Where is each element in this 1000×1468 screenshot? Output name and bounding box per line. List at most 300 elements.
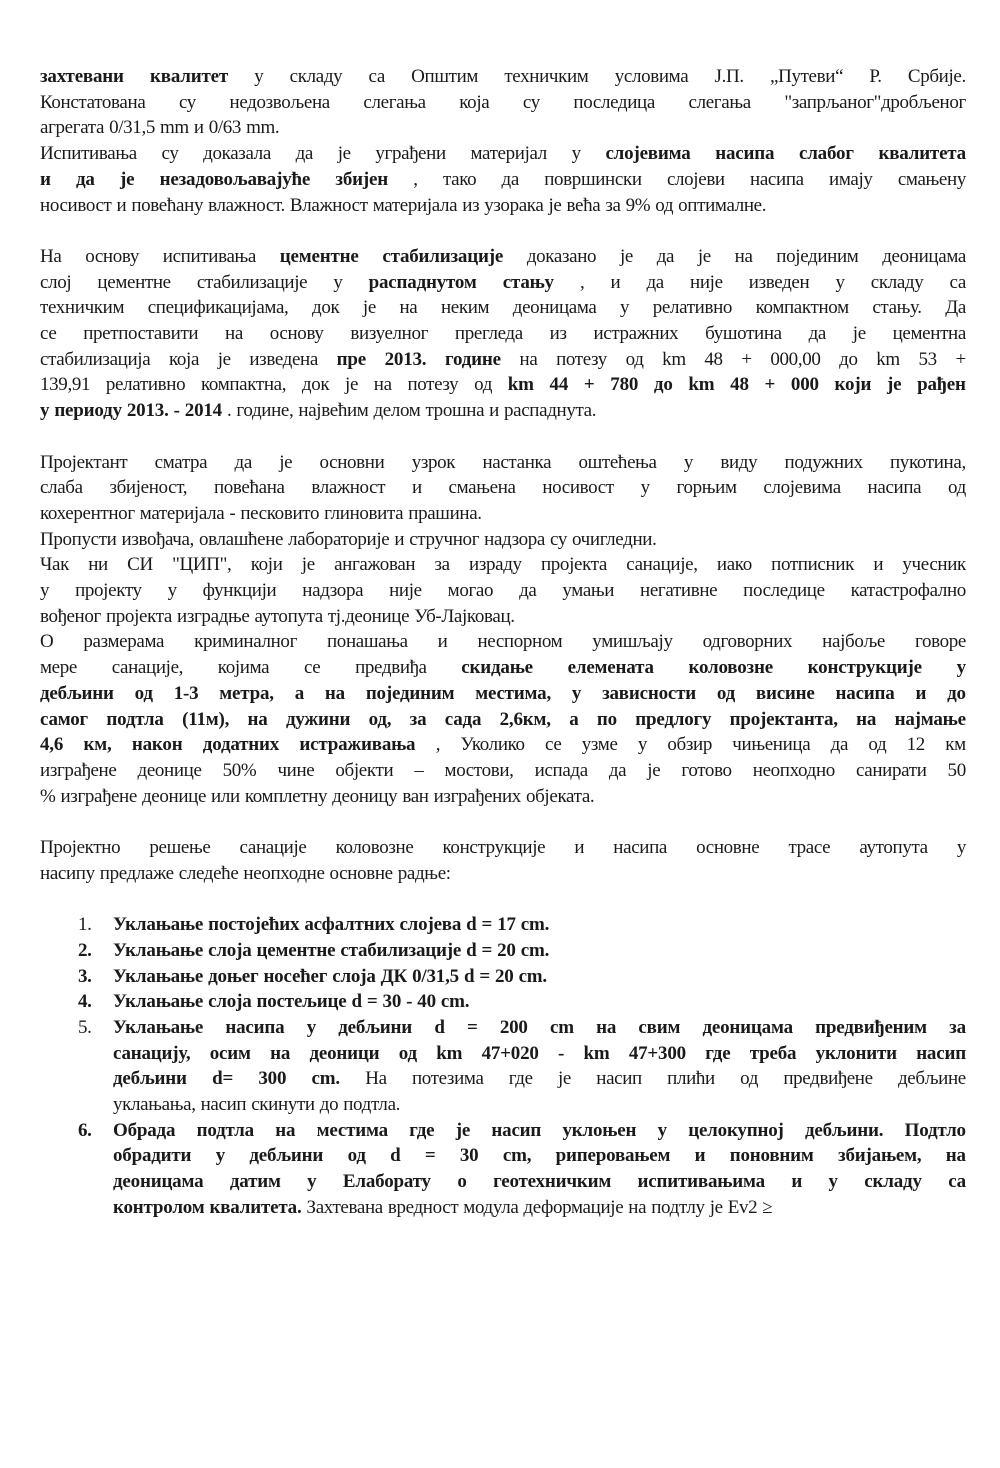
word: најбоље	[822, 631, 886, 653]
paragraph-p4	[40, 835, 966, 886]
word: и	[394, 528, 405, 550]
bold-word: свим	[638, 1016, 681, 1038]
bold-word: након	[131, 734, 183, 756]
bold-word: подтла	[106, 708, 164, 730]
word: су	[550, 528, 568, 550]
word: пукотина,	[889, 451, 966, 473]
bold-word: Обрада	[113, 1119, 176, 1141]
word: до	[319, 1094, 339, 1116]
bold-word: истраживања	[299, 734, 416, 756]
bold-word: најмање	[894, 708, 966, 730]
bold-word: збијањем,	[838, 1145, 922, 1167]
bold-word: који	[834, 374, 872, 396]
word: није	[690, 271, 723, 293]
word: са	[949, 271, 966, 293]
bold-word: km	[583, 1042, 610, 1064]
word: трошна	[425, 400, 485, 422]
word: прегледа	[454, 323, 523, 345]
bold-word: у	[657, 1119, 667, 1141]
word: у	[683, 451, 694, 473]
word: модула	[463, 1196, 519, 1218]
word: комплетну	[244, 785, 328, 807]
bold-word: од,	[368, 708, 392, 730]
bold-word: Елаборату	[342, 1171, 431, 1193]
word: насипа	[613, 837, 668, 859]
word: ангажован	[334, 554, 416, 576]
bold-word: на	[270, 1042, 291, 1064]
word: стању.	[872, 297, 922, 319]
bold-word: да	[76, 168, 95, 190]
bold-word: метра,	[219, 682, 274, 704]
word: којима	[217, 657, 270, 679]
word: Ev2	[727, 1196, 758, 1218]
text-line	[113, 1169, 966, 1195]
word: године,	[236, 400, 294, 422]
list-item	[40, 964, 966, 990]
word: очигледни.	[572, 528, 657, 550]
word: Чак	[40, 554, 69, 576]
word: уграђени	[375, 143, 446, 165]
bold-word: слоја	[208, 991, 252, 1013]
bold-word: 2014	[184, 400, 222, 422]
bold-word: на	[856, 708, 877, 730]
bold-word: дебљини	[338, 1016, 413, 1038]
bold-word: +	[764, 374, 776, 396]
word: су	[161, 143, 179, 165]
bold-word: 1-3	[173, 682, 199, 704]
bold-word: висине	[755, 682, 815, 704]
word: 50	[947, 759, 966, 781]
bold-word: деоницама	[113, 1171, 204, 1193]
bold-word: санацију,	[113, 1042, 191, 1064]
word: и	[437, 631, 448, 653]
text-line	[113, 1015, 966, 1041]
paragraph-p1	[40, 64, 966, 218]
word: недозвољена	[229, 91, 330, 113]
bold-word: Уклањање	[113, 939, 204, 961]
bold-word: појединим	[365, 682, 455, 704]
text-line	[113, 1118, 966, 1144]
word: на	[519, 348, 538, 370]
word: у	[620, 297, 630, 319]
word: од	[740, 1068, 759, 1090]
text-line	[113, 938, 966, 964]
paragraph-p2	[40, 244, 966, 424]
word: .	[226, 400, 232, 422]
bold-word: у	[40, 400, 50, 422]
document-body	[40, 64, 966, 886]
bold-word: Подтло	[904, 1119, 966, 1141]
text-line	[40, 681, 966, 707]
word: са	[368, 66, 385, 87]
word: мере	[40, 657, 77, 679]
word: ван	[402, 785, 429, 807]
word: је	[709, 1196, 723, 1218]
word: говоре	[915, 631, 966, 653]
word: умишљају	[592, 631, 673, 653]
bold-word: у	[956, 657, 966, 679]
bold-word: са	[948, 1171, 966, 1193]
text-line	[113, 964, 966, 990]
word: и	[574, 837, 585, 859]
bold-word: уклоњен	[562, 1119, 637, 1141]
bold-word: а	[294, 682, 305, 704]
bold-word: на	[275, 1119, 296, 1141]
word: последица	[573, 91, 655, 113]
bold-word: насип	[916, 1042, 966, 1064]
bold-word: квалитет	[150, 66, 229, 87]
word: материјал	[470, 143, 547, 165]
word: ни	[88, 554, 108, 576]
bold-word: осим	[209, 1042, 251, 1064]
word: од	[948, 477, 966, 499]
word: настанка	[482, 451, 552, 473]
word: предвиђа	[355, 657, 427, 679]
word: песковито	[240, 502, 320, 524]
text-line	[40, 270, 966, 296]
bold-word: асфалтних	[304, 914, 395, 936]
bold-word: -	[173, 400, 180, 422]
word: пројекту	[75, 580, 142, 602]
word: аутопута	[254, 605, 323, 627]
word: На	[40, 245, 62, 267]
word: условима	[614, 66, 689, 87]
list-item	[40, 989, 966, 1015]
bold-word: квалитета	[878, 143, 966, 165]
bold-word: на	[324, 682, 345, 704]
bold-word: додатних	[202, 734, 280, 756]
word: није	[389, 580, 422, 602]
word: испада	[534, 759, 588, 781]
bold-word: d	[434, 1016, 445, 1038]
word: ,	[413, 168, 418, 190]
bold-word: -	[558, 1042, 565, 1064]
word: решење	[149, 837, 211, 859]
word: у	[167, 580, 177, 602]
word: 139,91	[40, 374, 91, 396]
text-line	[40, 835, 966, 861]
word: оштећења	[578, 451, 657, 473]
bold-word: године	[445, 348, 501, 370]
bold-word: обрадити	[113, 1145, 192, 1167]
word: и	[193, 117, 204, 139]
bold-word: и	[915, 682, 927, 704]
word: размерама	[83, 631, 165, 653]
word: док	[301, 374, 330, 396]
text-line	[40, 244, 966, 270]
text-line	[113, 1143, 966, 1169]
bold-word: доњег	[208, 965, 259, 987]
text-line	[40, 501, 966, 527]
bold-word: у	[571, 682, 582, 704]
word: понашања	[326, 631, 408, 653]
bold-word: стабилизације	[340, 939, 462, 961]
word: складу	[870, 271, 924, 293]
word: санације,	[111, 657, 184, 679]
bold-word: треба	[749, 1042, 797, 1064]
bold-word: 0/31,5	[412, 965, 459, 987]
bold-word: -	[406, 991, 413, 1013]
word: агрегата	[40, 117, 105, 139]
word: је	[279, 451, 293, 473]
word: следеће	[178, 862, 239, 884]
word: од	[868, 734, 887, 756]
word: насипа	[750, 168, 804, 190]
bold-word: 4,6	[40, 734, 64, 756]
word: су	[178, 91, 196, 113]
bold-word: где	[705, 1042, 731, 1064]
word: потезу	[556, 348, 607, 370]
word: да	[608, 759, 627, 781]
bold-word: предвиђеним	[815, 1016, 927, 1038]
word: у	[640, 477, 650, 499]
bold-word: на	[945, 1145, 966, 1167]
word: узорака	[484, 194, 544, 216]
text-line	[40, 604, 966, 630]
word: 0/31,5	[109, 117, 155, 139]
bold-word: где	[409, 1119, 435, 1141]
bold-word: +	[583, 374, 595, 396]
bold-word: деоницама	[702, 1016, 793, 1038]
bold-word: пре	[336, 348, 366, 370]
bold-word: цементне	[256, 939, 336, 961]
word: тако	[442, 168, 477, 190]
word: –	[414, 759, 424, 781]
word: док	[312, 297, 340, 319]
word: "запрљаног"дробљеног	[784, 91, 966, 113]
word: неким	[440, 297, 490, 319]
word: који	[250, 554, 283, 576]
bold-word: Уклањање	[113, 1016, 204, 1038]
bold-word: 47+020	[481, 1042, 539, 1064]
word: катастрофално	[850, 580, 966, 602]
word: пројекта	[105, 605, 172, 627]
bold-word: у	[307, 1171, 317, 1193]
bold-word: cm.	[520, 939, 550, 961]
bold-word: d=	[212, 1068, 234, 1090]
bold-word: стабилизације	[382, 245, 504, 267]
word: деформације	[523, 1196, 624, 1218]
text-line	[40, 578, 966, 604]
word: тј.деонице	[327, 605, 410, 627]
word: 12	[906, 734, 925, 756]
bold-word: Уклањање	[113, 914, 204, 936]
list-number: 3.	[78, 965, 92, 987]
bold-word: 000	[790, 374, 819, 396]
word: релативно	[652, 297, 733, 319]
bold-word: у	[306, 1016, 316, 1038]
bold-word: =	[424, 1145, 436, 1167]
bold-word: слоја	[332, 965, 376, 987]
bold-word: km	[507, 374, 534, 396]
word: потписник	[771, 554, 855, 576]
word: иако	[716, 554, 752, 576]
word: потезима	[411, 1068, 484, 1090]
word: збијеност,	[109, 477, 188, 499]
word: материјала	[372, 194, 458, 216]
word: деонице	[141, 785, 207, 807]
list-number: 5.	[78, 1016, 92, 1038]
word: неопходне	[243, 862, 325, 884]
word: извођача,	[121, 528, 194, 550]
word: 48	[704, 348, 723, 370]
paragraph-spacer	[40, 809, 966, 835]
word: +	[955, 348, 966, 370]
word: је	[548, 194, 562, 216]
word: стабилизације	[196, 271, 308, 293]
bold-word: cm,	[502, 1145, 532, 1167]
word: "ЦИП",	[172, 554, 232, 576]
text-line	[113, 1195, 966, 1221]
word: чине	[277, 759, 315, 781]
word: компактна,	[200, 374, 287, 396]
word: изведен	[748, 271, 810, 293]
bold-word: 48	[730, 374, 749, 396]
word: и	[116, 194, 127, 216]
word: је	[217, 348, 231, 370]
bold-word: деоници	[309, 1042, 380, 1064]
word: обзир	[667, 734, 712, 756]
word: подтлу	[651, 1196, 705, 1218]
word: кохерентног	[40, 502, 135, 524]
text-line	[40, 372, 966, 398]
bold-word: предлогу	[635, 708, 712, 730]
word: -	[229, 502, 236, 524]
word: основне	[329, 862, 393, 884]
word: на	[373, 374, 392, 396]
word: криминалног	[194, 631, 298, 653]
word: сматра	[154, 451, 208, 473]
bold-word: cm.	[518, 965, 547, 987]
bold-word: 200	[499, 1016, 528, 1038]
bold-word: насипа	[715, 143, 775, 165]
bold-word: и	[694, 1145, 706, 1167]
bold-word: уклонити	[815, 1042, 897, 1064]
bold-word: је	[455, 1119, 471, 1141]
word: Пропусти	[40, 528, 117, 550]
bold-word: зависности	[602, 682, 696, 704]
word: слаба	[40, 477, 83, 499]
bold-word: дебљини.	[804, 1119, 884, 1141]
word: на	[225, 323, 243, 345]
word: и	[489, 400, 499, 422]
word: цементна	[892, 323, 966, 345]
word: слојеви	[666, 168, 725, 190]
word: ,	[435, 734, 441, 756]
word: од	[625, 348, 644, 370]
bold-word: 30	[382, 991, 402, 1013]
bold-word: збијен	[335, 168, 388, 190]
word: основу	[85, 245, 140, 267]
text-line	[40, 321, 966, 347]
word: конструкције	[442, 837, 546, 859]
text-line	[40, 732, 966, 758]
text-line	[40, 90, 966, 116]
word: за	[605, 194, 621, 216]
bold-word: 2,6км,	[499, 708, 551, 730]
word: предвиђене	[783, 1068, 873, 1090]
bold-word: cm	[549, 1016, 574, 1038]
word: се	[303, 657, 321, 679]
word: у	[956, 837, 966, 859]
bold-word: d	[466, 914, 477, 936]
bold-word: =	[479, 965, 490, 987]
bold-word: =	[466, 1016, 478, 1038]
bold-word: за	[409, 708, 427, 730]
word: се	[40, 323, 57, 345]
bold-word: =	[481, 939, 493, 961]
word: у	[40, 580, 50, 602]
word: појединим	[776, 245, 859, 267]
word: ,	[579, 271, 585, 293]
document-page	[40, 64, 966, 1221]
word: Констатована	[40, 91, 146, 113]
bold-word: квалитета.	[209, 1196, 302, 1218]
bold-word: насипа	[225, 1016, 285, 1038]
word: узме	[581, 734, 618, 756]
bold-word: на	[247, 708, 268, 730]
text-line	[40, 347, 966, 373]
word: или	[211, 785, 240, 807]
word: која	[459, 91, 490, 113]
word: Испитивања	[40, 143, 137, 165]
word: Влажност	[289, 194, 368, 216]
bold-word: (11м),	[182, 708, 230, 730]
word: је	[647, 759, 661, 781]
bold-word: носећег	[263, 965, 328, 987]
word: Р.	[869, 66, 882, 87]
bold-word: cm.	[311, 1068, 340, 1090]
bold-word: до	[653, 374, 673, 396]
word: да	[295, 143, 314, 165]
word: носивост	[542, 477, 614, 499]
word: је	[557, 1068, 571, 1090]
bold-word: периоду	[54, 400, 122, 422]
bold-word: од	[398, 1042, 417, 1064]
word: изграђене	[60, 785, 137, 807]
word: km	[876, 348, 900, 370]
word: предлаже	[99, 862, 174, 884]
word: претпоставити	[83, 323, 199, 345]
word: у	[254, 66, 264, 87]
list-item	[40, 1118, 966, 1221]
bold-word: датим	[229, 1171, 281, 1193]
word: визуелног	[350, 323, 429, 345]
word: +	[741, 348, 752, 370]
bold-word: 47+300	[628, 1042, 686, 1064]
word: готово	[681, 759, 732, 781]
word: изградње	[177, 605, 250, 627]
word: је	[697, 245, 711, 267]
bold-word: је	[886, 374, 902, 396]
word: На	[365, 1068, 387, 1090]
word: је	[852, 323, 866, 345]
word: смањену	[897, 168, 966, 190]
bold-word: по	[596, 708, 617, 730]
word: СИ	[127, 554, 153, 576]
word: лабораторије	[288, 528, 390, 550]
word: одговорних	[702, 631, 793, 653]
word: објекти	[335, 759, 394, 781]
bold-word: конструкције	[807, 657, 922, 679]
word: глиновита	[324, 502, 404, 524]
bold-word: d	[463, 965, 475, 987]
paragraph-p3	[40, 450, 966, 810]
word: негативне	[640, 580, 718, 602]
word: Да	[945, 297, 966, 319]
word: основне	[696, 837, 760, 859]
word: уклањања,	[113, 1094, 196, 1116]
